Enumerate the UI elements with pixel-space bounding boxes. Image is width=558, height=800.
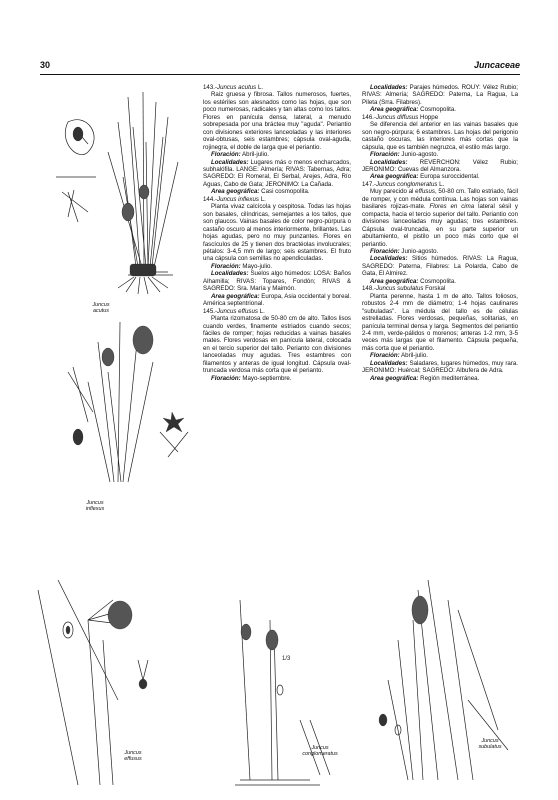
flowering: Floración: Junio-agosto. [370,247,439,255]
species-description: Planta vivaz calcícola y cespitosa. Todas las hojas son basales, cilíndricas, semejantes a los tallos, que son glaucos. Vainas basales de color negro-púrpura o castaño oscuro al menos interiormente, brillantes. Las hojas agudas, pero no muy punzantes. Flores en fascículos de 25 y tienen dos bractéolas involucrales; pétalos: 3-4,5 mm de largo; seis estambres. El fruto una cápsula con semillas no apendiculadas. [203,203,351,263]
geographic-area: Area geográfica: Región mediterránea. [370,374,480,382]
flowering: Floración: Mayo-julio. [211,262,273,270]
species-entry-diffusus [362,114,518,181]
geographic-area: Area geográfica: Casi cosmopolita. [211,188,310,196]
juncus-inflexus-illustration [48,312,198,487]
species-description: Muy parecido al effusus, 50-80 cm. Tallo estriado, fácil de romper, y con médula contínua. Las hojas son vainas basilares rojizas-mate. Flores en cima lateral sésil y compacta, hacia el tercio superior del tallo. Periantio con divisiones lanceoladas muy agudas; tres estambres. Cápsula oval-truncada, en su parte superior un abultamiento, el pistilo un poco más corto que el periantio. [362,188,518,248]
section-title: Juncaceae [473,60,520,70]
caption-conglomeratus: Juncus conglomeratus [302,745,338,758]
page-number: 30 [40,60,51,70]
geographic-area: Area geográfica: Cosmopolita. [370,106,457,114]
localities: Localidades: Lugares más o menos encharcados, subhalófila. LANGE: Almería; RIVAS: Tabernas, Adra; SAGREDO: El Romeral, El Serbal, Arejes, Adra, Río Aguas, Cabo de Gata; JERONIMO: La Cañada. [203,158,351,188]
species-title: 148.-Juncus subulatus Forskal [362,285,446,293]
geographic-area: Area geográfica: Europa, Asia occidental y boreal. América septentrional. [203,292,351,308]
species-entry-effusus-cont [362,84,518,114]
juncus-subulatus-illustration [358,580,518,790]
flowering: Floración: Mayo-septiembre. [211,374,292,382]
species-description: Planta rizomatosa de 50-80 cm de alto. Tallos lisos cuando verdes, finamente estriados cuando secos; fáciles de romper; hojas reducidas a vainas basales mates. Flores verdosas en panícula lateral, colocada en el tercio superior del tallo. Perianto con divisiones lanceoladas muy agudas. Tres estambres con filamentos y anteras de igual longitud. Cápsula oval-truncada verdosa más corta que el perianto. [203,315,351,375]
geographic-area: Area geográfica: Cosmopolita. [370,277,457,285]
species-description: Raiz gruesa y fibrosa. Tallos numerosos, fuertes, los estériles son alesnados como las hojas, que son poco numerosas, radicales y tan altas como los tallos. Flores en panícula densa, lateral, a menudo sobrepesada por una bráctea muy "aguda". Periantio con divisiones exteriores lanceoladas y las interiores oval-obtusas, seis estambres; cápsula oval-aguda, rojinegra, el doble de larga que el periantio. [203,91,351,151]
flowering: Floración: Abril-julio. [211,151,270,159]
species-entry-acutus [203,84,351,196]
species-title: 146.-Juncus diffusus Hoppe [362,113,439,121]
species-title: 145.-Juncus effusus L. [203,307,265,315]
flowering: Floración: Abril-julio. [370,352,429,360]
species-description: Planta perenne, hasta 1 m de alto. Tallos foliosos, robustos 2-4 mm de diámetro; 1-4 hojas caulinares "subuladas". La médula del tallo es de células estrelladas. Flores verdosas, pequeñas, solitarias, en panícula terminal densa y larga. Segmentos del periantio 2-4 mm, verde-pálidos o morenos; anteras 1-2 mm, 3-5 veces más largas que el filamento. Cápsula pequeña, más corta que el periantio. [362,292,518,352]
species-entry-effusus [203,308,351,383]
species-entry-conglomeratus [362,181,518,285]
species-entry-subulatus [362,285,518,382]
caption-effusus: Juncus effusus [124,750,142,763]
page-header [40,60,520,74]
localities: Localidades: REVERCHON: Vélez Rubio; JERONIMO: Cuevas del Almanzora. [362,158,518,173]
scale-label: 1/3 [282,656,291,662]
localities: Localidades: Suelos algo húmedos: LOSA: Baños Alhamilla; RIVAS: Topares, Fondón; RIVAS & SAGREDO: Sra. María y Maimón. [203,270,351,293]
species-title: 147.-Juncus conglomeratus L. [362,180,445,188]
caption-inflexus: Juncus inflexus [85,500,105,513]
caption-acutus: Juncus acutus [92,302,110,315]
juncus-conglomeratus-illustration [200,590,350,790]
species-description: Se diferencia del anterior en las vainas basales que son negro-púrpura; 6 estambres. Las hojas del perigonio castaño oscuras, las interiores más cortas que la cápsula, que es también negruzca, el estilo más largo. [362,121,518,151]
species-title: 144.-Juncus inflexus L. [203,195,266,203]
header-rule [40,74,520,75]
species-title: 143.-Juncus acutus L. [203,84,264,91]
juncus-acutus-illustration [48,82,198,297]
caption-subulatus: Juncus subulatus [478,738,502,751]
localities: Localidades: Saladares, lugares húmedos, muy rara. JERONIMO: Huércal; SAGREDO: Albufera de Adra. [362,359,518,375]
text-column-1 [203,84,351,382]
localities: Localidades: Sitios húmedos. RIVAS: La Ragua, SAGREDO: Paterna, Filabres: La Polarda, Cabo de Gata, El Almirez. [362,255,518,278]
localities: Localidades: Parajes húmedos. ROUY: Vélez Rubio; RIVAS: Almería; SAGREDO: Paterna, La Ragua, La Pileta (Srra. Filabres). [362,84,518,106]
text-column-2 [362,84,518,382]
species-entry-inflexus [203,196,351,308]
geographic-area: Area geográfica: Europa suroccidental. [370,173,480,181]
flowering: Floración: Junio-agosto. [370,151,439,159]
